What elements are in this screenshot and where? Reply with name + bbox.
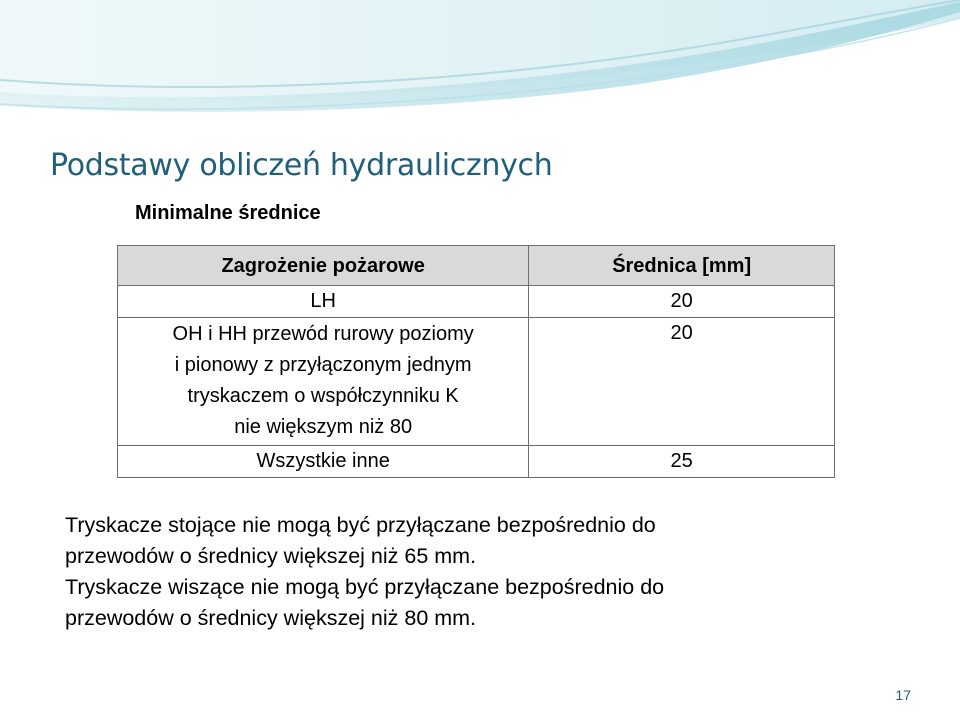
page-number: 17 xyxy=(895,687,911,703)
diameter-table xyxy=(117,245,835,478)
cell-diameter: 20 xyxy=(529,286,835,318)
cell-hazard: LH xyxy=(118,286,529,318)
table-header-row xyxy=(118,246,835,286)
cell-hazard-text: OH i HH przewód rurowy poziomy i pionowy z przyłączonym jednym tryskaczem o współczynniku K nie większym niż 80 xyxy=(172,323,474,438)
slide-title: Podstawy obliczeń hydraulicznych xyxy=(50,148,553,183)
note-standing-sprinklers: Tryskacze stojące nie mogą być przyłączane bezpośrednio do przewodów o średnicy większej niż 65 mm. xyxy=(65,513,656,568)
slide-subtitle: Minimalne średnice xyxy=(135,202,321,224)
table-row xyxy=(118,318,835,446)
note-pendent-sprinklers: Tryskacze wiszące nie mogą być przyłączane bezpośrednio do przewodów o średnicy większej niż 80 mm. xyxy=(65,575,665,630)
table-row xyxy=(118,286,835,318)
cell-hazard xyxy=(118,318,529,446)
header-diameter: Średnica [mm] xyxy=(529,246,835,286)
cell-diameter: 20 xyxy=(529,318,835,446)
table-row xyxy=(118,446,835,478)
header-hazard: Zagrożenie pożarowe xyxy=(118,246,529,286)
header-swoosh-decoration xyxy=(0,0,960,130)
cell-hazard: Wszystkie inne xyxy=(118,446,529,478)
cell-diameter: 25 xyxy=(529,446,835,478)
